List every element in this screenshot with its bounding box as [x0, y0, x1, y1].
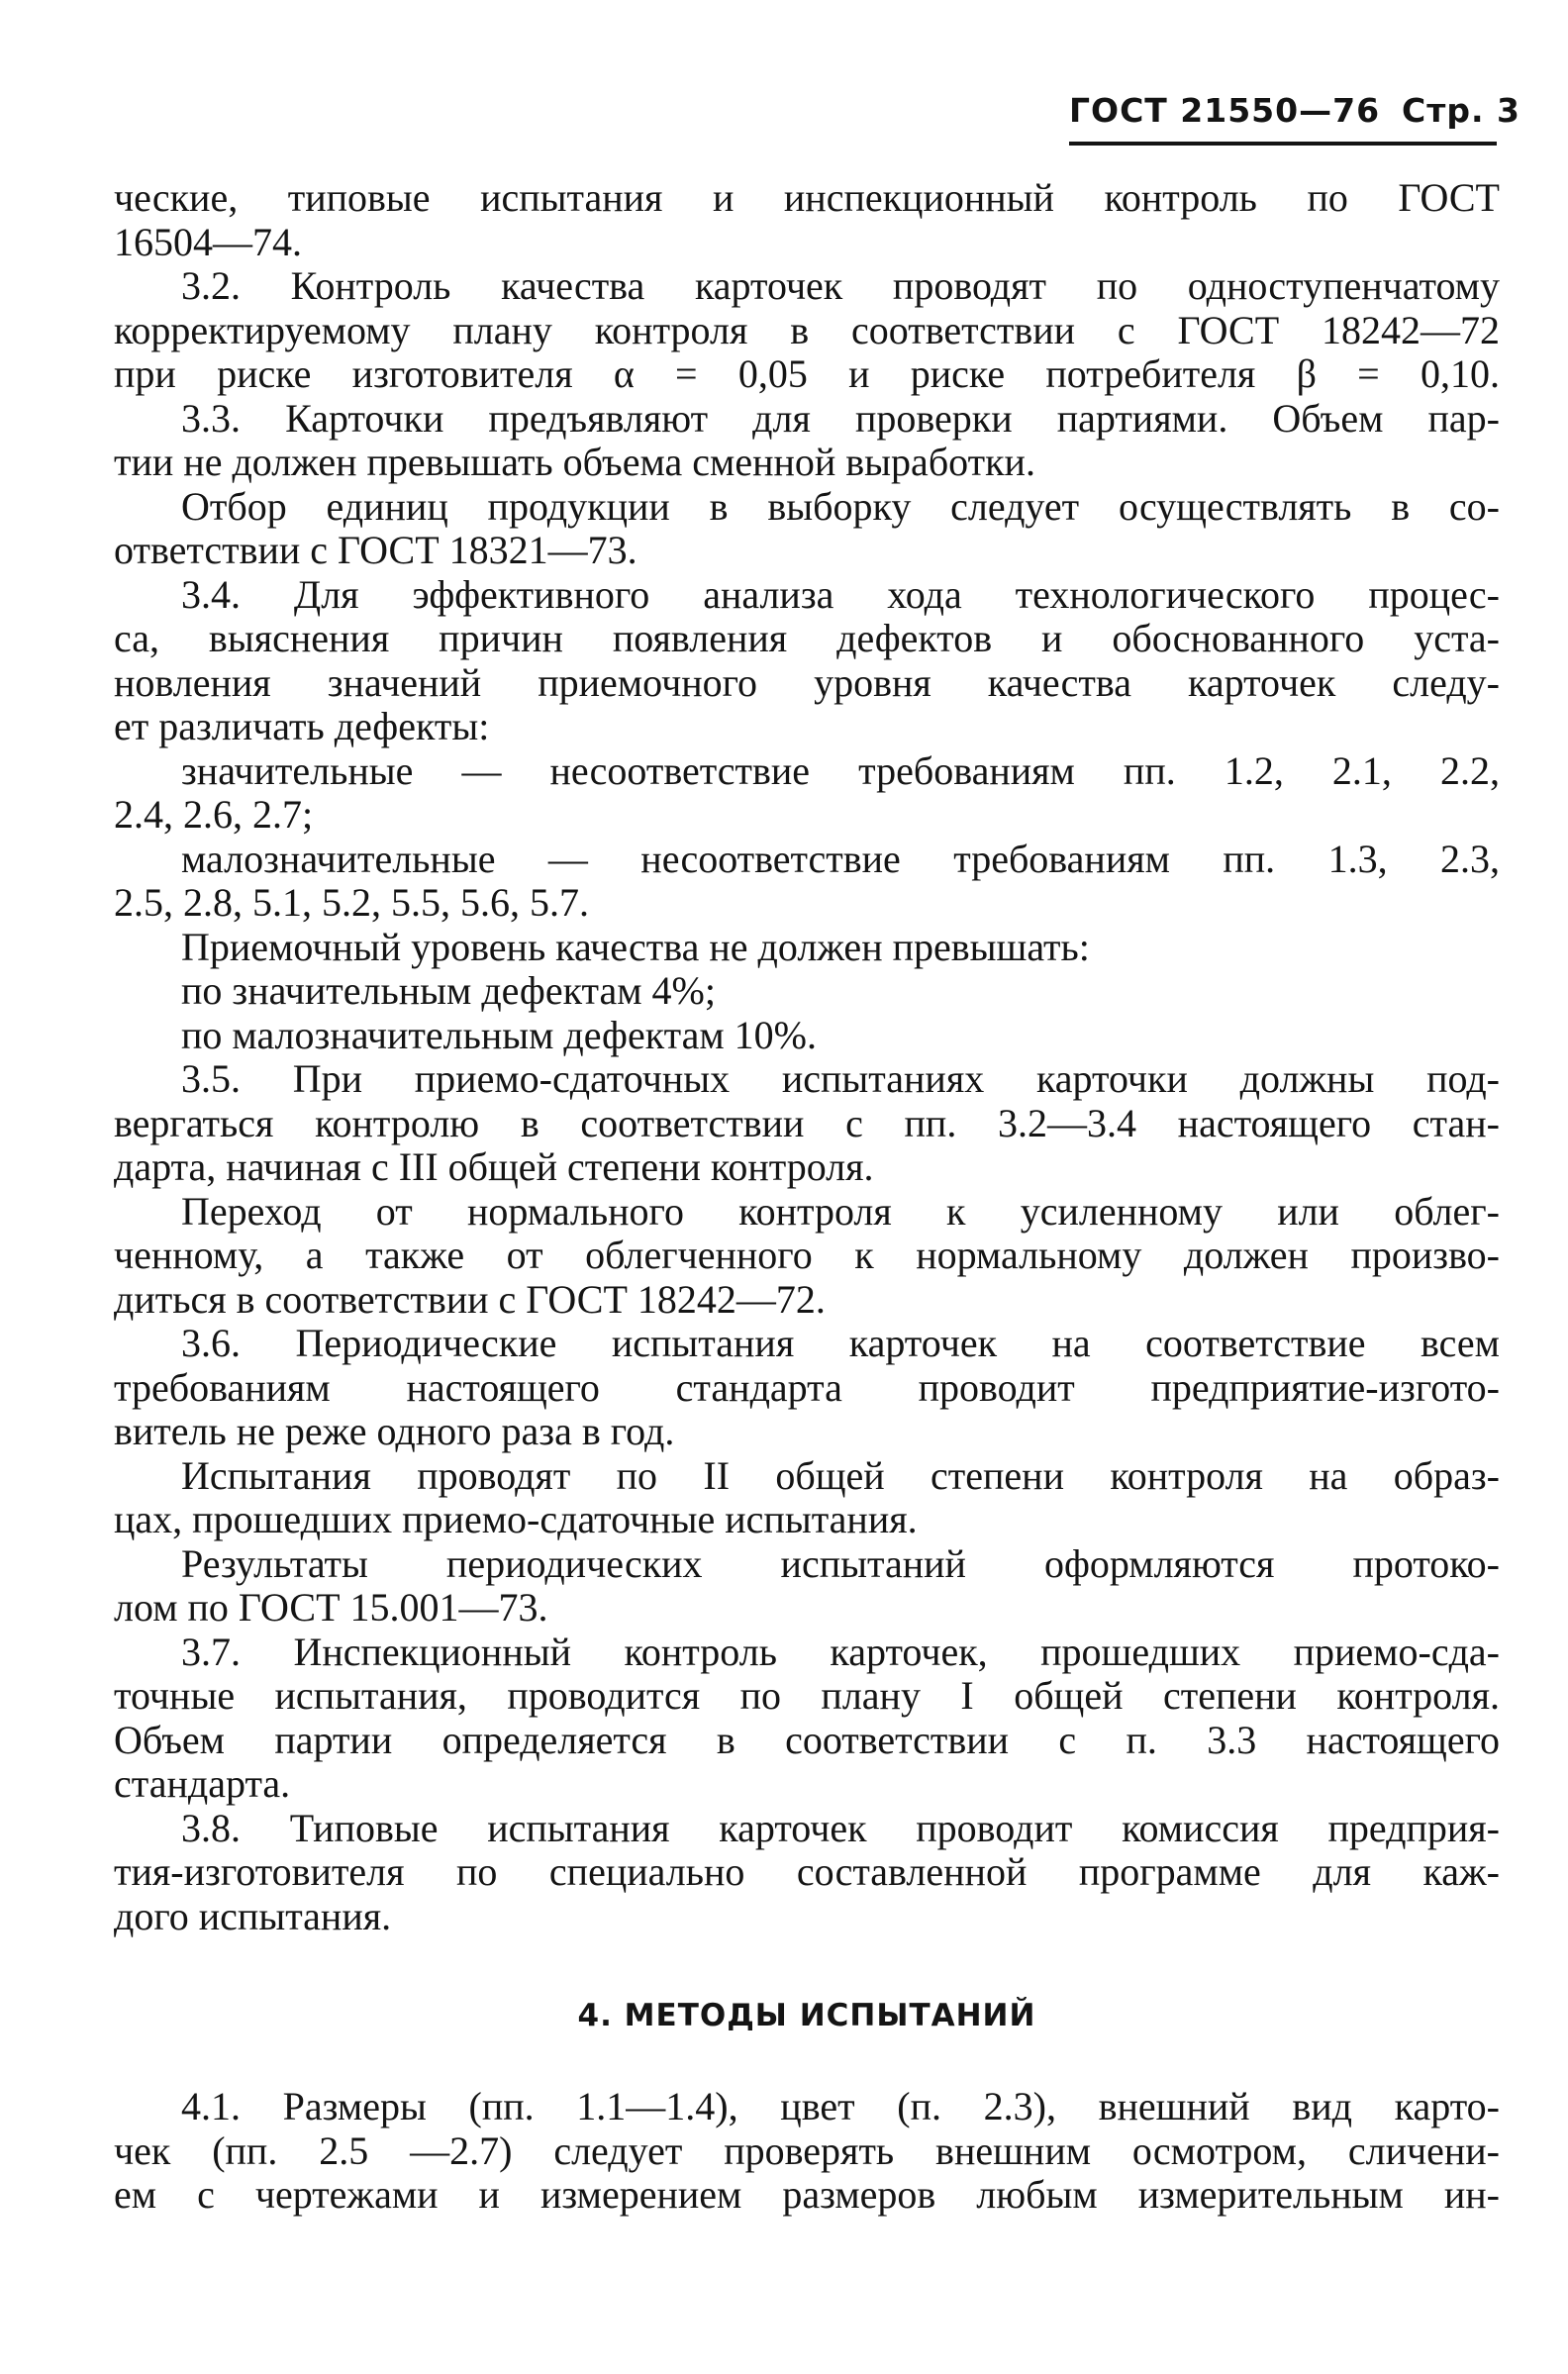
paragraph-3-8-line: 3.8. Типовые испытания карточек проводит комиссия предприя-	[181, 1806, 1500, 1850]
paragraph-3-6-line: 3.6. Периодические испытания карточек на соответствие всем	[181, 1322, 1500, 1365]
section-heading: 4. МЕТОДЫ ИСПЫТАНИЙ	[577, 1998, 1036, 2033]
text-line: тии не должен превышать объема сменной выработки.	[114, 441, 1035, 484]
text-line: 2.5, 2.8, 5.1, 5.2, 5.5, 5.6, 5.7.	[114, 881, 589, 925]
text-line: 16504—74.	[114, 220, 302, 264]
text-line: новления значений приемочного уровня качества карточек следу-	[114, 660, 1500, 705]
text-line: ем с чертежами и измерением размеров любым измерительным ин-	[114, 2173, 1500, 2217]
paragraph-3-3-line: 3.3. Карточки предъявляют для проверки партиями. Объем пар-	[181, 396, 1500, 441]
text-line: тия-изготовителя по специально составленной программе для каж-	[114, 1850, 1500, 1894]
text-line: лом по ГОСТ 15.001—73.	[114, 1586, 548, 1630]
text-line: чек (пп. 2.5 —2.7) следует проверять внешним осмотром, сличени-	[114, 2128, 1500, 2173]
text-line: при риске изготовителя α = 0,05 и риске потребителя β = 0,10.	[114, 352, 1500, 396]
text-line: диться в соответствии с ГОСТ 18242—72.	[114, 1277, 826, 1322]
running-header	[1069, 91, 1520, 130]
text-line: ет различать дефекты:	[114, 705, 490, 748]
text-line: Переход от нормального контроля к усиленному или облег-	[181, 1189, 1500, 1234]
text-line: 2.4, 2.6, 2.7;	[114, 793, 314, 837]
text-line: дого испытания.	[114, 1894, 392, 1938]
text-line: по значительным дефектам 4%;	[181, 969, 716, 1013]
body-text	[114, 176, 1500, 2218]
text-line: цах, прошедших приемо-сдаточные испытания.	[114, 1498, 918, 1541]
standard-number: ГОСТ 21550—76	[1069, 91, 1381, 130]
text-line: витель не реже одного раза в год.	[114, 1410, 675, 1453]
paragraph-4-1-line: 4.1. Размеры (пп. 1.1—1.4), цвет (п. 2.3), внешний вид карто-	[181, 2085, 1500, 2128]
paragraph-3-2-line: 3.2. Контроль качества карточек проводят по одноступенчатому	[181, 264, 1500, 308]
paragraph-3-4-line: 3.4. Для эффективного анализа хода технологического процес-	[181, 572, 1500, 617]
text-line: Испытания проводят по II общей степени контроля на образ-	[181, 1453, 1500, 1498]
text-line: Результаты периодических испытаний оформляются протоко-	[181, 1541, 1500, 1586]
text-line: малозначительные — несоответствие требованиям пп. 1.3, 2.3,	[181, 837, 1500, 881]
paragraph-3-5-line: 3.5. При приемо-сдаточных испытаниях карточки должны под-	[181, 1057, 1500, 1101]
paragraph-3-7-line: 3.7. Инспекционный контроль карточек, прошедших приемо-сда-	[181, 1630, 1500, 1674]
text-line: ческие, типовые испытания и инспекционный контроль по ГОСТ	[114, 176, 1500, 220]
text-line: вергаться контролю в соответствии с пп. 3.2—3.4 настоящего стан-	[114, 1101, 1500, 1145]
text-line: Отбор единиц продукции в выборку следует осуществлять в со-	[181, 484, 1500, 529]
text-line: ченному, а также от облегченного к нормальному должен произво-	[114, 1234, 1500, 1277]
text-line: требованиям настоящего стандарта проводит предприятие-изгото-	[114, 1365, 1500, 1410]
page-number: Стр. 3	[1402, 91, 1520, 130]
header-rule	[1069, 142, 1497, 146]
text-line: корректируемому плану контроля в соответствии с ГОСТ 18242—72	[114, 308, 1500, 352]
text-line: стандарта.	[114, 1762, 291, 1806]
text-line: са, выяснения причин появления дефектов и обоснованного уста-	[114, 617, 1500, 660]
text-line: точные испытания, проводится по плану I общей степени контроля.	[114, 1674, 1500, 1718]
text-line: ответствии с ГОСТ 18321—73.	[114, 529, 637, 572]
text-line: по малозначительным дефектам 10%.	[181, 1013, 817, 1057]
text-line: значительные — несоответствие требованиям пп. 1.2, 2.1, 2.2,	[181, 748, 1500, 793]
text-line: Объем партии определяется в соответствии с п. 3.3 настоящего	[114, 1718, 1500, 1762]
text-line: дарта, начиная с III общей степени контроля.	[114, 1145, 874, 1189]
text-line: Приемочный уровень качества не должен превышать:	[181, 925, 1090, 969]
